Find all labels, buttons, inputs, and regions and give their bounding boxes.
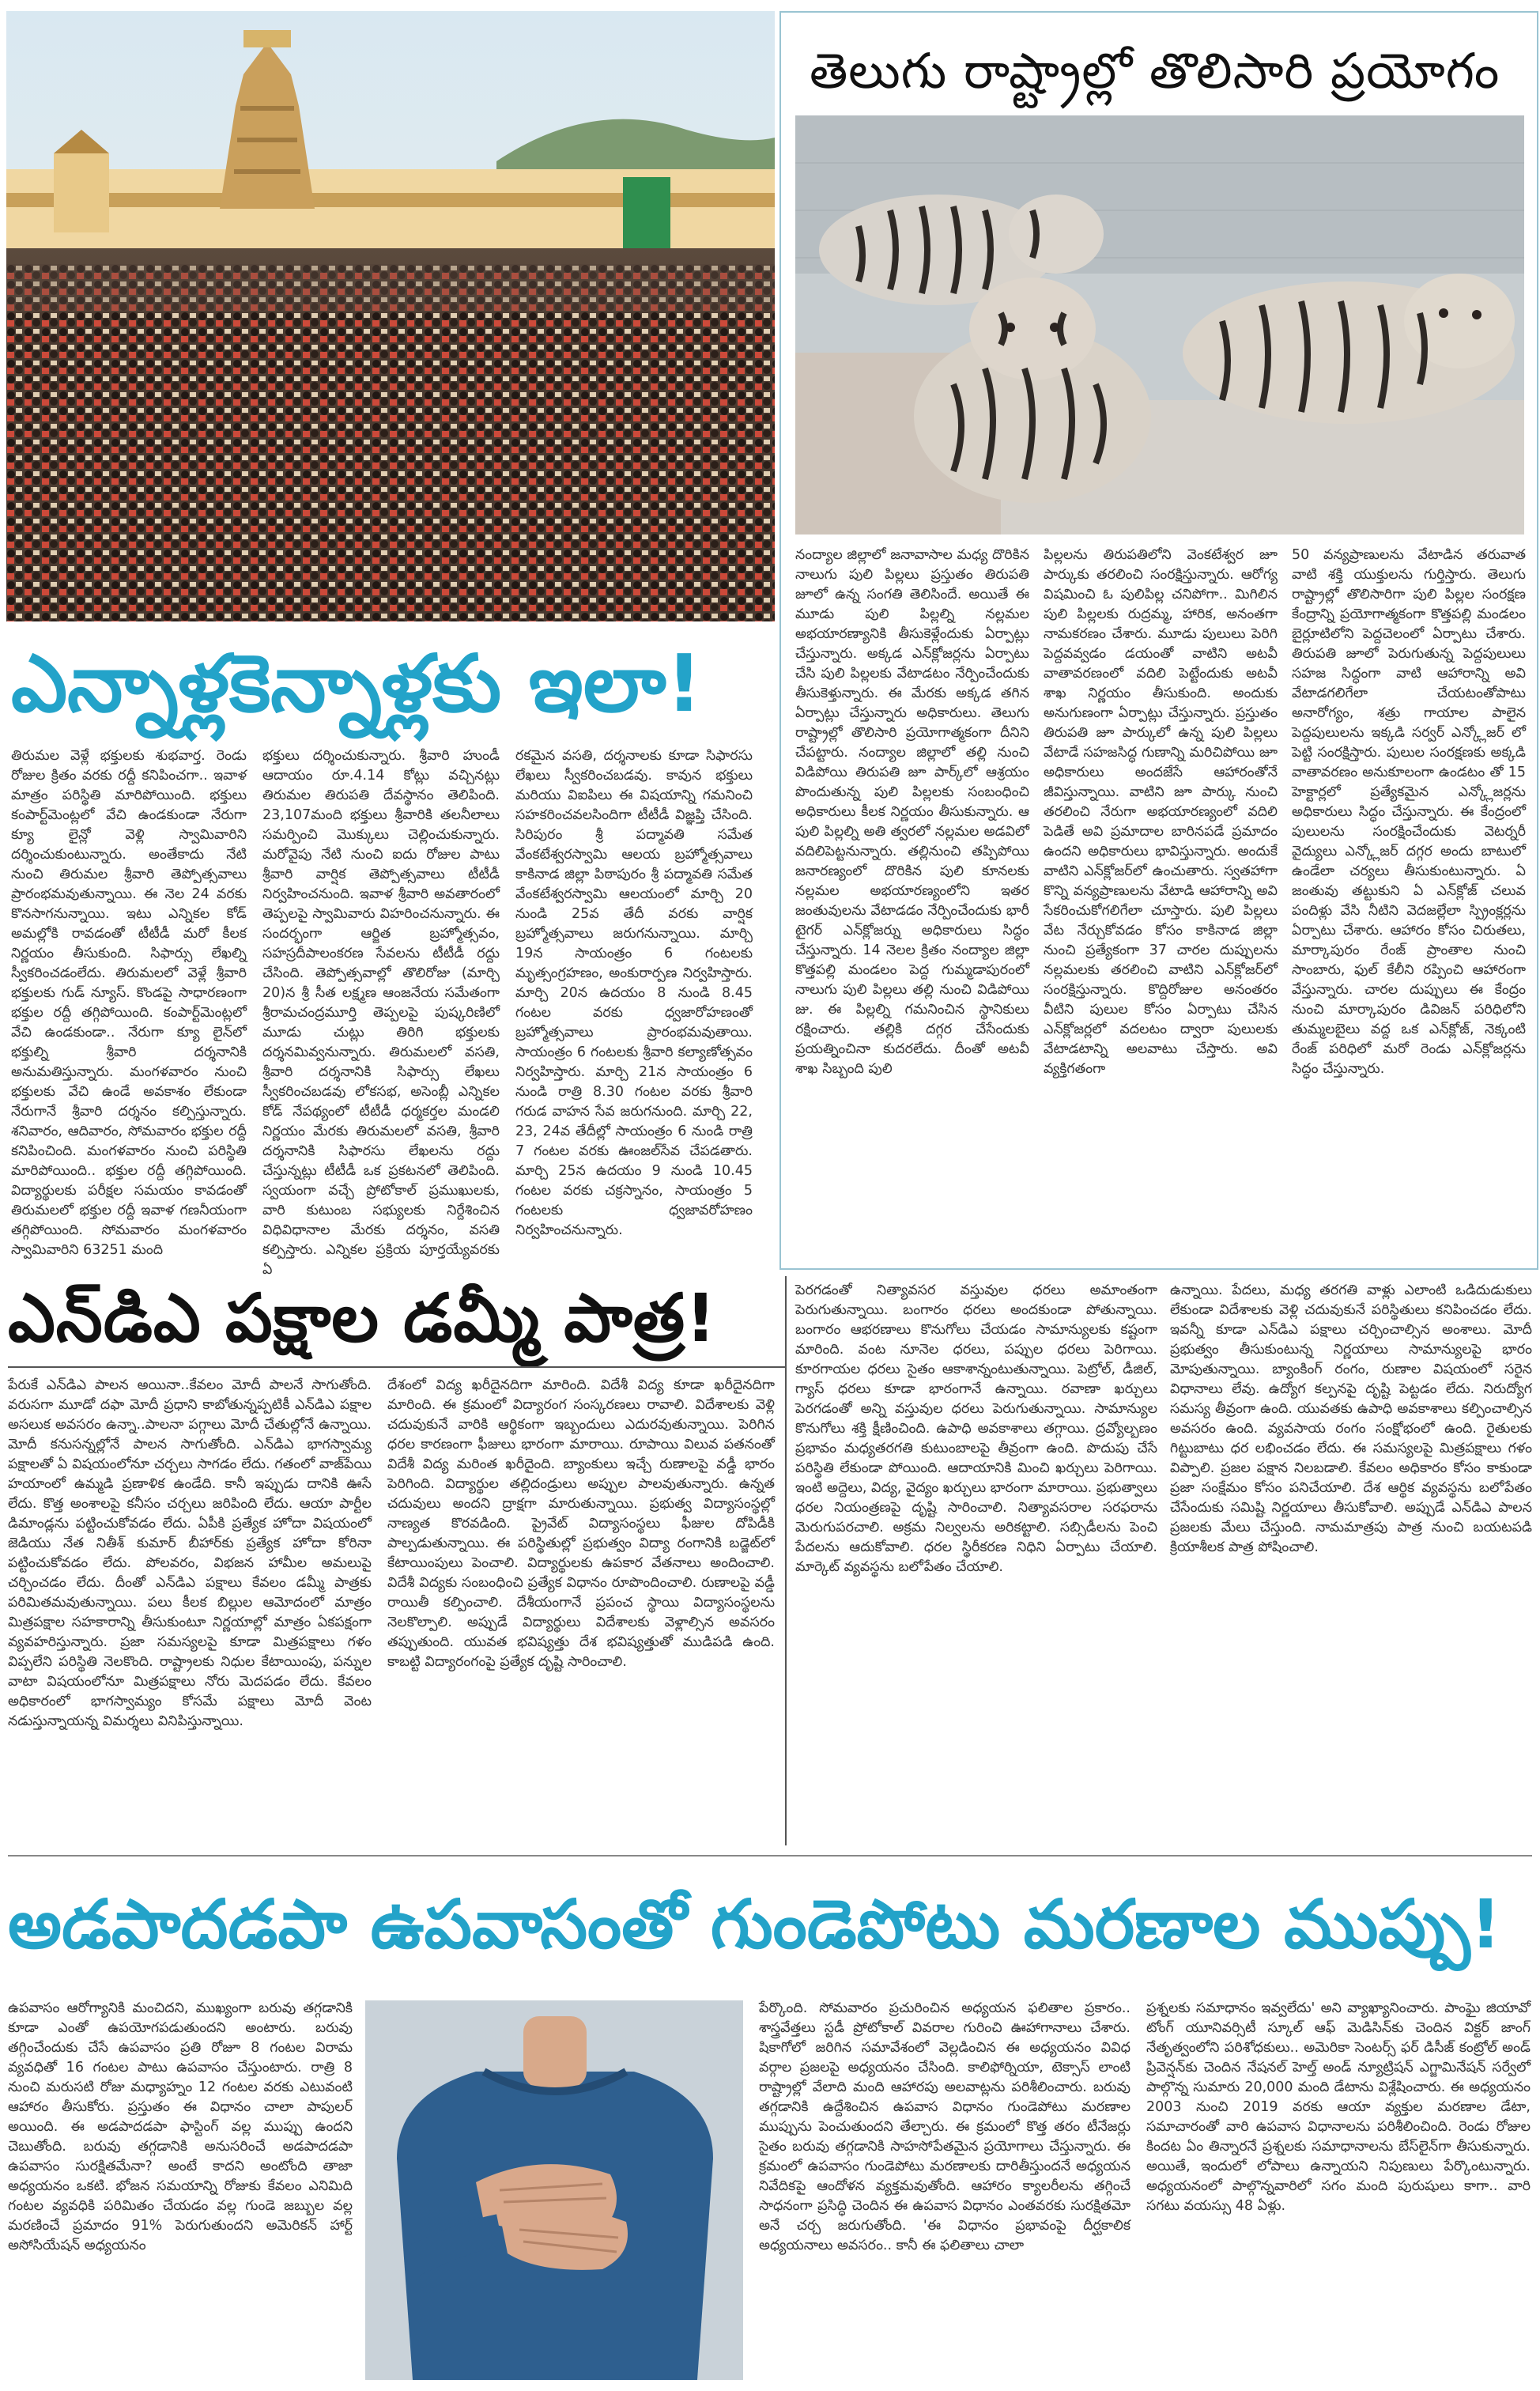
story2-column-3: 50 వన్యప్రాణులను వేటాడిన తరువాత వాటి శక్తి యుక్తులను గుర్తిస్తారు. తెలుగు రాష్ట్రాల్లో తొలిసారిగా పులి పిల్లల సంరక్షణ కేంద్రాన్ని ప్రయోగాత్మకంగా కొత్తపల్లి మండలం బైర్లూటిలోని పెద్దచెలంలో ఏర్పాటు చేశారు. తిరుపతి జూలో పెరుగుతున్న పెద్దపులులు సహజ సిద్ధంగా వాటి ఆహారాన్ని అవి వేటాడగలిగేలా చేయటంతోపాటు అనారోగ్యం, శత్రు గాయాల పాలైన పెద్దపులులను ఇక్కడి సర్వర్ ఎన్క్లోజర్ లో పెట్టి సంరక్షిస్తారు. పులుల సంరక్షణకు అక్కడి వాతావరణం అనుకూలంగా ఉండటం తో 15 హెక్టార్లలో ప్రత్యేకమైన ఎన్క్లోజర్లను అధికారులు సిద్ధం చేస్తున్నారు. ఈ కేంద్రంలో పులులను సంరక్షించేందుకు వెటర్నరీ వైద్యులు ఎన్క్లోజర్ దగ్గర అందు బాటులో ఉండేలా చర్యలు తీసుకుంటున్నారు. ఏ జంతువు తట్టుకుని ఏ ఎన్‌క్లోజ్ చలువ పందిళ్లు వేసి నీటిని వెదజల్లేలా స్ప్రింక్లర్లను ఏర్పాటు చేశారు. ఆహారం కోసం చిరుతలు, మార్కాపురం రేంజ్ ప్రాంతాల నుంచి సాంబారు, ఫుల్ కేలీని రప్పించి ఆహారంగా వేస్తున్నారు. చారల దుప్పులు ఈ కేంద్రం నుంచి మార్కాపురం డివిజన్ పరిధిలోని తుమ్మలబైలు వద్ద ఒక ఎన్‌క్లోజ్, నెక్కంటి రేంజ్ పరిధిలో మరో రెండు ఎన్‌క్లోజర్లను సిద్ధం చేస్తున్నారు. [1292,547,1526,1077]
story1-column-1: తిరుమల వెళ్లే భక్తులకు శుభవార్త. రెండు రోజుల క్రితం వరకు రద్దీ కనిపించగా.. ఇవాళ మాత్రం పరిస్థితి మారిపోయింది. భక్తులు కంపార్ట్‌మెంట్లలో వేచి ఉండకుండా నేరుగా క్యూ లైన్లో వెళ్లి స్వామివారిని దర్శించుకుంటున్నారు. అంతేకాదు నేటి నుంచి తిరుమల శ్రీవారి తెప్పోత్సవాలు ప్రారంభమవుతున్నాయి. ఈ నెల 24 వరకు కొనసాగనున్నాయి. ఇటు ఎన్నికల కోడ్ అమల్లోకి రావడంతో టీటీడీ మరో కీలక నిర్ణయం తీసుకుంది. సిఫార్సు లేఖల్ని స్వీకరించడంలేదు. తిరుమలలో వెళ్లే శ్రీవారి భక్తులకు గుడ్ న్యూస్. కొండపై సాధారణంగా భక్తుల రద్దీ తగ్గిపోయింది. కంపార్ట్‌మెంట్లలో వేచి ఉండకుండా.. నేరుగా క్యూ లైన్‌లో భక్తుల్ని శ్రీవారి దర్శనానికి అనుమతిస్తున్నారు. మంగళవారం నుంచి భక్తులకు వేచి ఉండే అవకాశం లేకుండా నేరుగానే శ్రీవారి దర్శనం కల్పిస్తున్నారు. శనివారం, ఆదివారం, సోమవారం భక్తుల రద్దీ కనిపించింది. మంగళవారం నుంచి పరిస్థితి మారిపోయింది.. భక్తుల రద్దీ తగ్గిపోయింది. విద్యార్థులకు పరీక్షల సమయం కావడంతో తిరుమలలో భక్తుల రద్దీ ఇవాళ గణనీయంగా తగ్గిపోయింది. సోమవారం మంగళవారం స్వామివారిని 63251 మంది [11,748,247,1258]
story4-column-1: ఉపవాసం ఆరోగ్యానికి మంచిదని, ముఖ్యంగా బరువు తగ్గడానికి కూడా ఎంతో ఉపయోగపడుతుందని అంటారు. బరువు తగ్గించేందుకు చేసే ఉపవాసం ప్రతి రోజూ 8 గంటల విరామ వ్యవధితో 16 గంటల పాటు ఉపవాసం చేస్తుంటారు. రాత్రి 8 నుంచి మరుసటి రోజు మధ్యాహ్నం 12 గంటల వరకు ఎటువంటి ఆహారం తీసుకోరు. ప్రస్తుతం ఈ విధానం చాలా పాపులర్ అయింది. ఈ అడపాదడపా ఫాస్టింగ్ వల్ల ముప్పు ఉందని చెబుతోంది. బరువు తగ్గడానికి అనుసరించే అడపాదడపా ఉపవాసం సురక్షితమేనా? అంటే కాదని అంటోంది తాజా అధ్యయనం ఒకటి. భోజన సమయాన్ని రోజుకు కేవలం ఎనిమిది గంటల వ్యవధికి పరిమితం చేయడం వల్ల గుండె జబ్బుల వల్ల మరణించే ప్రమాదం 91% పెరుగుతుందని అమెరికన్ హార్ట్ అసోసియేషన్ అధ్యయనం [8,2000,353,2253]
story3-divider-horizontal [8,1366,785,1368]
story2-column-1: నంద్యాల జిల్లాలో జనావాసాల మధ్య దొరికిన నాలుగు పులి పిల్లలు ప్రస్తుతం తిరుపతి జూలో ఉన్న సంగతి తెలిసిందే. అయితే ఈ మూడు పులి పిల్లల్ని నల్లమల అభయారణ్యానికి తీసుకెళ్లేందుకు ఏర్పాట్లు చేస్తున్నారు. అక్కడ ఎన్‌క్లోజర్లను ఏర్పాటు చేసి పులి పిల్లలకు వేటాడటం నేర్పించేందుకు తీసుకెళ్తున్నారు. ఈ మేరకు అక్కడ తగిన ఏర్పాట్లు చేస్తున్నారు అధికారులు. తెలుగు రాష్ట్రాల్లో తొలిసారి ప్రయోగాత్మకంగా దీనిని చేపట్టారు. నంద్యాల జిల్లాలో తల్లి నుంచి విడిపోయి తిరుపతి జూ పార్క్‌లో ఆశ్రయం పొందుతున్న పులి పిల్లలకు సంబంధించి అధికారులు కీలక నిర్ణయం తీసుకున్నారు. ఆ పులి పిల్లల్ని అతి త్వరలో నల్లమల అడవిలో వదిలిపెట్టనున్నారు. తల్లినుంచి తప్పిపోయి జనారణ్యంలో దొరికిన పులి కూనలకు నల్లమల అభయారణ్యంలోని ఇతర జంతువులను వేటాడడం నేర్పించేందుకు భారీ టైగర్ ఎన్‌క్లోజర్ను అధికారులు సిద్ధం చేస్తున్నారు. 14 నెలల క్రితం నంద్యాల జిల్లా కొత్తపల్లి మండలం పెద్ద గుమ్మడాపురంలో నాలుగు పులి పిల్లలు తల్లి నుంచి విడిపోయి జు. ఈ పిల్లల్ని గమనించిన స్థానికులు రక్షించారు. తల్లికి దగ్గర చేసేందుకు ప్రయత్నించినా కుదరలేదు. దీంతో అటవీ శాఖ సిబ్బంది పులి [795,547,1029,1077]
story1-column-3: రకమైన వసతి, దర్శనాలకు కూడా సిఫారసు లేఖలు స్వీకరించబడవు. కావున భక్తులు మరియు విఐపిలు ఈ విషయాన్ని గమనించి సహకరించవలసిందిగా టీటీడీ విజ్ఞప్తి చేసింది. సిరిపురం శ్రీ పద్మావతి సమేత వేంకటేశ్వరస్వామి ఆలయ బ్రహ్మోత్సవాలు కాకినాడ జిల్లా పిఠాపురం శ్రీ పద్మావతి సమేత వేంకటేశ్వరస్వామి ఆలయంలో మార్చి 20 నుండి 25వ తేదీ వరకు వార్షిక బ్రహ్మోత్సవాలు జరుగనున్నాయి. మార్చి 19న సాయంత్రం 6 గంటలకు మృత్సంగ్రహణం, అంకురార్పణ నిర్వహిస్తారు. మార్చి 20న ఉదయం 8 నుండి 8.45 గంటల వరకు ధ్వజారోహణంతో బ్రహ్మోత్సవాలు ప్రారంభమవుతాయి. సాయంత్రం 6 గంటలకు శ్రీవారి కల్యాణోత్సవం నిర్వహిస్తారు. మార్చి 21న సాయంత్రం 6 నుండి రాత్రి 8.30 గంటల వరకు శ్రీవారి గరుడ వాహన సేవ జరుగనుంది. మార్చి 22, 23, 24వ తేదీల్లో సాయంత్రం 6 నుండి రాత్రి 7 గంటల వరకు ఊంజల్‌సేవ చేపడతారు. మార్చి 25న ఉదయం 9 నుండి 10.45 గంటల వరకు చక్రస్నానం, సాయంత్రం 5 గంటలకు ధ్వజావరోహణం నిర్వహించనున్నారు. [515,748,753,1238]
story3-divider-vertical [785,1276,787,1845]
story4-divider-top [8,1855,1532,1857]
tirumala-crowd-photo [6,11,775,621]
story4-column-2: పేర్కొంది. సోమవారం ప్రచురించిన అధ్యయన ఫలితాల ప్రకారం.. శాస్త్రవేత్తలు స్టడీ ప్రోటోకాల్ వివరాల గురించి ఊహాగానాలు చేశారు. షికాగోలో జరిగిన సమావేశంలో వెల్లడించిన ఈ అధ్యయనం వివిధ వర్గాల ప్రజలపై అధ్యయనం చేసింది. కాలిఫోర్నియా, టెక్సాస్ లాంటి రాష్ట్రాల్లో వేలాది మంది ఆహారపు అలవాట్లను పరిశీలించారు. బరువు తగ్గడానికి ఉద్దేశించిన ఉపవాస విధానం గుండెపోటు మరణాల ముప్పును పెంచుతుందని తేల్చారు. ఈ క్రమంలో కొత్త తరం టీనేజర్లు సైతం బరువు తగ్గడానికి సాహసోపేతమైన ప్రయోగాలు చేస్తున్నారు. ఈ క్రమంలో ఉపవాసం గుండెపోటు మరణాలకు దారితీస్తుందనే అధ్యయన నివేదికపై ఆందోళన వ్యక్తమవుతోంది. ఆహారం క్యాలరీలను తగ్గించే సాధనంగా ప్రసిద్ధి చెందిన ఈ ఉపవాస విధానం ఎంతవరకు సురక్షితమో అనే చర్చ జరుగుతోంది. 'ఈ విధానం ప్రభావంపై దీర్ఘకాలిక అధ్యయనాలు అవసరం.. కానీ ఈ ఫలితాలు చాలా [759,2000,1130,2253]
story4-column-3: ప్రశ్నలకు సమాధానం ఇవ్వలేదు' అని వ్యాఖ్యానించారు. పాంఘై జియావో టోంగ్ యూనివర్సిటీ స్కూల్ ఆఫ్ మెడిసిన్‌కు చెందిన విక్టర్ జాంగ్ నేతృత్వంలోని పరిశోధకులు.. అమెరికా సెంటర్స్ ఫర్ డిసీజ్ కంట్రోల్ అండ్ ప్రివెన్షన్‌కు చెందిన నేషనల్ హెల్త్ అండ్ న్యూట్రిషన్ ఎగ్జామినేషన్ సర్వేలో పాల్గొన్న సుమారు 20,000 మంది డేటాను విశ్లేషించారు. ఈ అధ్యయనం 2003 నుంచి 2019 వరకు ఆయా వ్యక్తుల మరణాల డేటా, సమాచారంతో వారి ఉపవాస విధానాలను పరిశీలించింది. రెండు రోజుల కిందట ఏం తిన్నారనే ప్రశ్నలకు సమాధానాలను బేస్‌లైన్‌గా తీసుకున్నారు. అయితే, ఇందులో లోపాలు ఉన్నాయని నిపుణులు పేర్కొంటున్నారు. అధ్యయనంలో పాల్గొన్నవారిలో సగం మంది పురుషులు కాగా.. వారి సగటు వయస్సు 48 ఏళ్లు. [1146,2000,1531,2214]
story2-headline: తెలుగు రాష్ట్రాల్లో తొలిసారి ప్రయోగం [810,42,1500,100]
story1-column-2: భక్తులు దర్శించుకున్నారు. శ్రీవారి హుండీ ఆదాయం రూ.4.14 కోట్లు వచ్చినట్లు తిరుమల తిరుపతి దేవస్థానం తెలిపింది. 23,107మంది భక్తులు శ్రీవారికి తలనీలాలు సమర్పించి మొక్కులు చెల్లించుకున్నారు. మరోవైపు నేటి నుంచి ఐదు రోజుల పాటు శ్రీవారి వార్షిక తెప్పోత్సవాలు టీటీడీ నిర్వహించనుంది. ఇవాళ శ్రీవారి అవతారంలో తెప్పలపై స్వామివారు విహరించనున్నారు. ఈ సందర్భంగా ఆర్జిత బ్రహ్మోత్సవం, సహస్రదీపాలంకరణ సేవలను టీటీడీ రద్దు చేసింది. తెప్పోత్సవాల్లో తొలిరోజు (మార్చి 20)న శ్రీ సీత లక్ష్మణ ఆంజనేయ సమేతంగా శ్రీరామచంద్రమూర్తి తెప్పలపై పుష్కరిణిలో మూడు చుట్లు తిరిగి భక్తులకు దర్శనమివ్వనున్నారు. తిరుమలలో వసతి, శ్రీవారి దర్శనానికి సిఫార్సు లేఖలు స్వీకరించబడవు లోకసభ, అసెంబ్లీ ఎన్నికల కోడ్ నేపథ్యంలో టీటీడీ ధర్మకర్తల మండలి నిర్ణయం మేరకు తిరుమలలో వసతి, శ్రీవారి దర్శనానికి సిఫారసు లేఖలను రద్దు చేస్తున్నట్లు టీటీడీ ఒక ప్రకటనలో తెలిపింది. స్వయంగా వచ్చే ప్రోటోకాల్ ప్రముఖులకు, వారి కుటుంబ సభ్యులకు నిర్దేశించిన విధివిధానాల మేరకు దర్శనం, వసతి కల్పిస్తారు. ఎన్నికల ప్రక్రియ పూర్తయ్యేవరకు ఏ [262,748,500,1278]
chest-pain-photo [365,2000,743,2380]
story1-headline: ఎన్నాళ్లకెన్నాళ్లకు ఇలా! [11,637,703,730]
story3-column-2: దేశంలో విద్య ఖరీదైనదిగా మారింది. విదేశీ విద్య కూడా ఖరీదైనదిగా మారింది. ఈ క్రమంలో విద్యారంగ సంస్కరణలు రావాలి. విదేశాలకు వెళ్లి చదువుకునే వారికి ఆర్థికంగా ఇబ్బందులు ఎదురవుతున్నాయి. పెరిగిన ధరల కారణంగా ఫీజులు భారంగా మారాయి. రూపాయి విలువ పతనంతో విదేశీ విద్య మరింత ఖరీదైంది. బ్యాంకులు ఇచ్చే రుణాలపై వడ్డీ భారం పెరిగింది. విద్యార్థుల తల్లిదండ్రులు అప్పుల పాలవుతున్నారు. ఉన్నత చదువులు అందని ద్రాక్షగా మారుతున్నాయి. ప్రభుత్వ విద్యాసంస్థల్లో నాణ్యత కొరవడింది. ప్రైవేట్ విద్యాసంస్థలు ఫీజుల దోపిడీకి పాల్పడుతున్నాయి. ఈ పరిస్థితుల్లో ప్రభుత్వం విద్యా రంగానికి బడ్జెట్‌లో కేటాయింపులు పెంచాలి. విద్యార్థులకు ఉపకార వేతనాలు అందించాలి. విదేశీ విద్యకు సంబంధించి ప్రత్యేక విధానం రూపొందించాలి. రుణాలపై వడ్డీ రాయితీ కల్పించాలి. దేశీయంగానే ప్రపంచ స్థాయి విద్యాసంస్థలను నెలకొల్పాలి. అప్పుడే విద్యార్థులు విదేశాలకు వెళ్లాల్సిన అవసరం తప్పుతుంది. యువత భవిష్యత్తు దేశ భవిష్యత్తుతో ముడిపడి ఉంది. కాబట్టి విద్యారంగంపై ప్రత్యేక దృష్టి సారించాలి. [387,1377,775,1670]
story3-headline: ఎన్‌డిఎ పక్షాల డమ్మీ పాత్ర! [8,1279,717,1357]
story2-column-2: పిల్లలను తిరుపతిలోని వెంకటేశ్వర జూ పార్కుకు తరలించి సంరక్షిస్తున్నారు. ఆరోగ్య విషమించి ఓ పులిపిల్ల చనిపోగా.. మిగిలిన పులి పిల్లలకు రుద్రమ్మ, హారిక, అనంతగా నామకరణం చేశారు. మూడు పులులు పెరిగి పెద్దవవ్వడం డయంతో వాటిని అటవీ వాతావరణంలో వదిలి పెట్టేందుకు అటవీ శాఖ నిర్ణయం తీసుకుంది. అందుకు అనుగుణంగా ఏర్పాట్లు చేస్తున్నారు. ప్రస్తుతం తిరుపతి జూ పార్కులో ఉన్న పులి పిల్లలు వేటాడే సహజసిద్ధ గుణాన్ని మరిచిపోయి జూ అధికారులు అందజేసే ఆహారంతోనే జీవిస్తున్నాయి. వాటిని జూ పార్కు నుంచి తరలించి నేరుగా అభయారణ్యంలో వదిలి పెడితే అవి ప్రమాదాల బారినపడే ప్రమాదం ఉందని అధికారులు భావిస్తున్నారు. అందుకే వాటిని ఎన్‌క్లోజర్‌లో ఉంచుతారు. స్వతహాగా కొన్ని వన్యప్రాణులను వేటాడి ఆహారాన్ని అవి సేకరించుకోగలిగేలా చూస్తారు. పులి పిల్లలు వేట నేర్చుకోవడం కోసం కాకినాడ జిల్లా నుంచి ప్రత్యేకంగా 37 చారల దుప్పులను నల్లమలకు తరలించి వాటిని ఎన్‌క్లోజర్‌లో సంరక్షిస్తున్నారు. కొద్దిరోజుల అనంతరం వీటిని పులుల కోసం ఏర్పాటు చేసిన ఎన్‌క్లోజర్లలో వదలటం ద్వారా పులులకు వేటాడటాన్ని అలవాటు చేస్తారు. అవి వ్యక్తిగతంగా [1044,547,1278,1077]
story3-column-3: పెరగడంతో నిత్యావసర వస్తువుల ధరలు అమాంతంగా పెరుగుతున్నాయి. బంగారం ధరలు అందకుండా పోతున్నాయి. బంగారం ఆభరణాలు కొనుగోలు చేయడం సామాన్యులకు కష్టంగా మారింది. వంట నూనెల ధరలు, పప్పుల ధరలు పెరిగాయి. కూరగాయల ధరలు సైతం ఆకాశాన్నంటుతున్నాయి. పెట్రోల్, డీజిల్, గ్యాస్ ధరలు కూడా భారంగానే ఉన్నాయి. రవాణా ఖర్చులు పెరగడంతో అన్ని వస్తువుల ధరలు పెరుగుతున్నాయి. సామాన్యుల కొనుగోలు శక్తి క్షీణించింది. ఉపాధి అవకాశాలు తగ్గాయి. ద్రవ్యోల్బణం ప్రభావం మధ్యతరగతి కుటుంబాలపై తీవ్రంగా ఉంది. పొదుపు చేసే పరిస్థితి లేకుండా పోయింది. ఆదాయానికి మించి ఖర్చులు పెరిగాయి. ఇంటి అద్దెలు, విద్య, వైద్యం ఖర్చులు భారంగా మారాయి. ప్రభుత్వాలు ధరల నియంత్రణపై దృష్టి సారించాలి. నిత్యావసరాల సరఫరాను మెరుగుపరచాలి. అక్రమ నిల్వలను అరికట్టాలి. సబ్సిడీలను పెంచి పేదలను ఆదుకోవాలి. ధరల స్థిరీకరణ నిధిని ఏర్పాటు చేయాలి. మార్కెట్ వ్యవస్థను బలోపేతం చేయాలి. [795,1282,1157,1575]
story3-column-1: పేరుకే ఎన్‌డిఎ పాలన అయినా..కేవలం మోదీ పాలనే సాగుతోంది. వరుసగా మూడో దఫా మోదీ ప్రధాని కాబోతున్నప్పటికీ ఎన్‌డిఎ పక్షాల అసలుక అవసరం ఉన్నా..పాలనా పగ్గాలు మోదీ చేతుల్లోనే ఉన్నాయి. మోదీ కనుసన్నల్లోనే పాలన సాగుతోంది. ఎన్‌డిఎ భాగస్వామ్య పక్షాలతో ఏ విషయంలోనూ చర్చలు సాగడం లేదు. గతంలో వాజ్‌పేయి హయాంలో ఉమ్మడి ప్రణాళిక ఉండేది. కానీ ఇప్పుడు దానికి ఊసే లేదు. కొత్త అంశాలపై కనీసం చర్చలు జరిపింది లేదు. ఆయా పార్టీల డిమాండ్లను పట్టించుకోవడం లేదు. ఏపీకి ప్రత్యేక హోదా విషయంలో జెడియు నేత నితీశ్ కుమార్ బీహార్‌కు ప్రత్యేక హోదా కోరినా పట్టించుకోవడం లేదు. పోలవరం, విభజన హామీల అమలుపై చర్చించడం లేదు. దీంతో ఎన్‌డిఎ పక్షాలు కేవలం డమ్మీ పాత్రకు పరిమితమవుతున్నాయి. పలు కీలక బిల్లుల ఆమోదంలో మాత్రం మిత్రపక్షాల సహకారాన్ని తీసుకుంటూ నిర్ణయాల్లో మాత్రం ఏకపక్షంగా వ్యవహరిస్తున్నారు. ప్రజా సమస్యలపై కూడా మిత్రపక్షాలు గళం విప్పలేని పరిస్థితి నెలకొంది. రాష్ట్రాలకు నిధుల కేటాయింపు, పన్నుల వాటా విషయంలోనూ మిత్రపక్షాలు నోరు మెదపడం లేదు. కేవలం అధికారంలో భాగస్వామ్యం కోసమే పక్షాలు మోదీ వెంట నడుస్తున్నాయన్న విమర్శలు వినిపిస్తున్నాయి. [8,1377,372,1729]
tiger-cubs-photo [795,115,1524,534]
story4-headline: అడపాదడపా ఉపవాసంతో గుండెపోటు మరణాల ముప్పు! [8,1886,1501,1964]
story3-column-4: ఉన్నాయి. పేదలు, మధ్య తరగతి వాళ్లు ఎలాంటి ఒడిదుడుకులు లేకుండా విదేశాలకు వెళ్లి చదువుకునే పరిస్థితులు కనిపించడం లేదు. ఇవన్నీ కూడా ఎన్‌డిఎ పక్షాలు చర్చించాల్సిన అంశాలు. మోదీ ప్రభుత్వం తీసుకుంటున్న నిర్ణయాలు సామాన్యులపై భారం మోపుతున్నాయి. బ్యాంకింగ్ రంగం, రుణాల విషయంలో సరైన విధానాలు లేవు. ఉద్యోగ కల్పనపై దృష్టి పెట్టడం లేదు. నిరుద్యోగ సమస్య తీవ్రంగా ఉంది. యువతకు ఉపాధి అవకాశాలు కల్పించాల్సిన అవసరం ఉంది. వ్యవసాయ రంగం సంక్షోభంలో ఉంది. రైతులకు గిట్టుబాటు ధర లభించడం లేదు. ఈ సమస్యలపై మిత్రపక్షాలు గళం విప్పాలి. ప్రజల పక్షాన నిలబడాలి. కేవలం అధికారం కోసం కాకుండా ప్రజా సంక్షేమం కోసం పనిచేయాలి. దేశ ఆర్థిక వ్యవస్థను బలోపేతం చేసేందుకు సమిష్టి నిర్ణయాలు తీసుకోవాలి. అప్పుడే ఎన్‌డిఎ పాలన ప్రజలకు మేలు చేస్తుంది. నామమాత్రపు పాత్ర నుంచి బయటపడి క్రియాశీలక పాత్ర పోషించాలి. [1170,1282,1532,1555]
